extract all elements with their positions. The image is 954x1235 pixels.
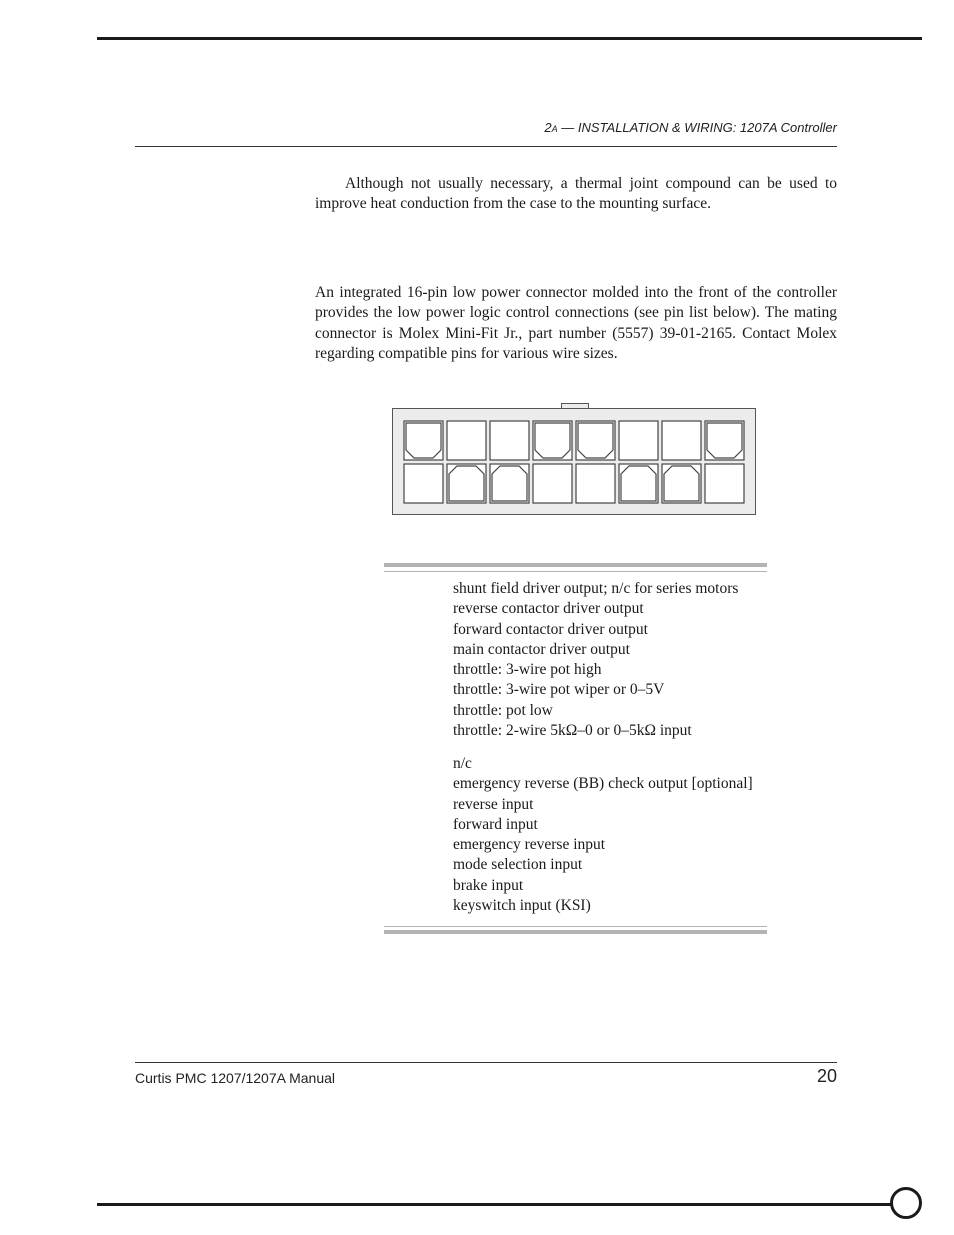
pin-description: main contactor driver output xyxy=(453,640,630,658)
paragraph-low-power-connector: An integrated 16-pin low power connector molded into the front of the controller provides the low power logic control connections (see pin list below). The mating connector is Molex Mini-Fit Jr., part number (5557) 39-01-2165. Contact Molex regarding compatible pins for various wire sizes. xyxy=(315,284,837,362)
pin-description: forward contactor driver output xyxy=(453,620,648,638)
pin-description: throttle: pot low xyxy=(453,701,553,719)
pin-description: emergency reverse (BB) check output [optional] xyxy=(453,775,753,793)
running-header xyxy=(544,120,837,135)
top-rule xyxy=(97,37,922,40)
footer-manual-title: Curtis PMC 1207/1207A Manual xyxy=(135,1070,335,1086)
section-sub: A xyxy=(551,124,558,134)
pin-description: keyswitch input (KSI) xyxy=(453,897,591,915)
pin-description: throttle: 2-wire 5kΩ–0 or 0–5kΩ input xyxy=(453,722,692,740)
section-title: — INSTALLATION & WIRING: 1207A Controller xyxy=(557,120,837,135)
pin-table-top-rule xyxy=(384,563,767,567)
section-number: 2 xyxy=(544,120,552,135)
pin-description: shunt field driver output; n/c for series motors xyxy=(453,580,739,597)
footer-rule xyxy=(135,1062,837,1063)
pin-description: brake input xyxy=(453,876,524,894)
pin-table-bottom-thin-rule xyxy=(384,926,767,927)
pin-description: mode selection input xyxy=(453,856,583,874)
pin-description: n/c xyxy=(453,755,472,772)
page-number: 20 xyxy=(816,1066,837,1086)
pin-description: throttle: 3-wire pot wiper or 0–5V xyxy=(453,681,665,699)
paragraph-thermal-compound: Although not usually necessary, a thermal joint compound can be used to improve heat conduction from the case to the mounting surface. xyxy=(315,175,837,213)
pin-list-row1 xyxy=(453,579,738,741)
pin-description: throttle: 3-wire pot high xyxy=(453,661,602,679)
registration-circle-icon xyxy=(890,1187,922,1219)
pin-table-top-thin-rule xyxy=(384,571,767,572)
pin-description: reverse input xyxy=(453,795,534,813)
bottom-rule xyxy=(97,1203,892,1206)
pin-description: emergency reverse input xyxy=(453,836,606,854)
pin-list-row2 xyxy=(453,754,753,916)
16-pin-connector-diagram xyxy=(392,408,756,515)
pin-description: forward input xyxy=(453,815,538,833)
pin-table-bottom-rule xyxy=(384,930,767,934)
header-rule xyxy=(135,146,837,147)
pin-description: reverse contactor driver output xyxy=(453,600,644,618)
